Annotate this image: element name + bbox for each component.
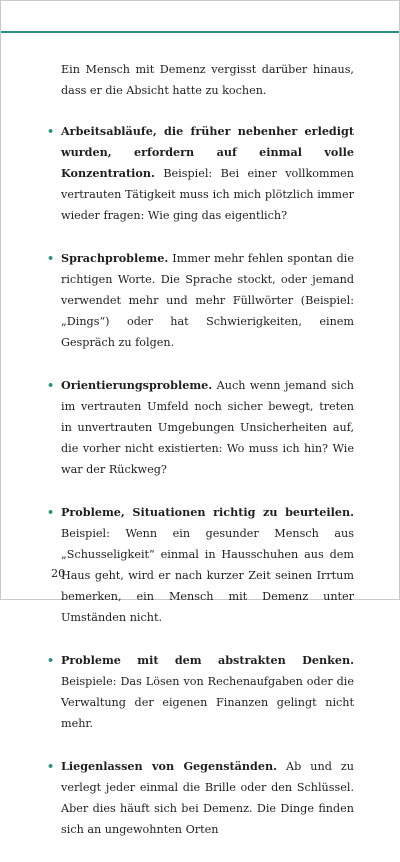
bullet-text: Beispiele: Das Lösen von Rechenaufgaben oder die Verwaltung der eigenen Finanzen gelingt nicht mehr. bbox=[61, 675, 354, 730]
intro-paragraph: Ein Mensch mit Demenz vergisst darüber hinaus, dass er die Absicht hatte zu kochen. bbox=[61, 63, 354, 97]
bullet-text: Immer mehr fehlen spontan die richtigen Worte. Die Sprache stockt, oder jemand verwendet mehr und mehr Füllwörter (Beispiel: „Dings“) oder hat Schwierigkeiten, einem Gespräch zu folgen. bbox=[61, 252, 354, 349]
bullet-title: Orientierungsprobleme. bbox=[61, 378, 213, 392]
list-item bbox=[47, 756, 354, 840]
bullet-title: Sprachprobleme. bbox=[61, 251, 169, 265]
bullet-icon: • bbox=[47, 378, 55, 392]
list-item bbox=[47, 121, 354, 226]
page-number: 20 bbox=[51, 567, 66, 580]
bullet-icon: • bbox=[47, 251, 55, 265]
bullet-title: Probleme mit dem abstrakten Denken. bbox=[61, 653, 354, 667]
bullet-title: Arbeitsabläufe, die früher nebenher erledigt wurden, erfordern auf einmal volle Konzentration. bbox=[61, 124, 354, 180]
list-item bbox=[47, 248, 354, 353]
bullet-text: Ab und zu verlegt jeder einmal die Brille oder den Schlüssel. Aber dies häuft sich bei Demenz. Die Dinge finden sich an ungewohnten Orten bbox=[61, 760, 354, 836]
bullet-text: Beispiel: Wenn ein gesunder Mensch aus „Schusseligkeit“ einmal in Hausschuhen aus dem Haus geht, wird er nach kurzer Zeit seinen Irrtum bemerken, ein Mensch mit Demenz unter Umständen nicht. bbox=[61, 527, 354, 624]
bullet-icon: • bbox=[47, 124, 55, 138]
top-rule bbox=[1, 31, 399, 33]
bullet-icon: • bbox=[47, 759, 55, 773]
bullet-title: Probleme, Situationen richtig zu beurteilen. bbox=[61, 505, 354, 519]
bullet-icon: • bbox=[47, 505, 55, 519]
list-item bbox=[47, 650, 354, 734]
list-item bbox=[47, 375, 354, 480]
bullet-text: Beispiel: Bei einer vollkommen vertrauten Tätigkeit muss ich mich plötzlich immer wieder fragen: Wie ging das eigentlich? bbox=[61, 167, 354, 222]
bullet-icon: • bbox=[47, 653, 55, 667]
bullet-title: Liegenlassen von Gegenständen. bbox=[61, 759, 278, 773]
bullet-text: Auch wenn jemand sich im vertrauten Umfeld noch sicher bewegt, treten in unvertrauten Umgebungen Unsicherheiten auf, die vorher nicht existierten: Wo muss ich hin? Wie war der Rückweg? bbox=[61, 379, 354, 476]
